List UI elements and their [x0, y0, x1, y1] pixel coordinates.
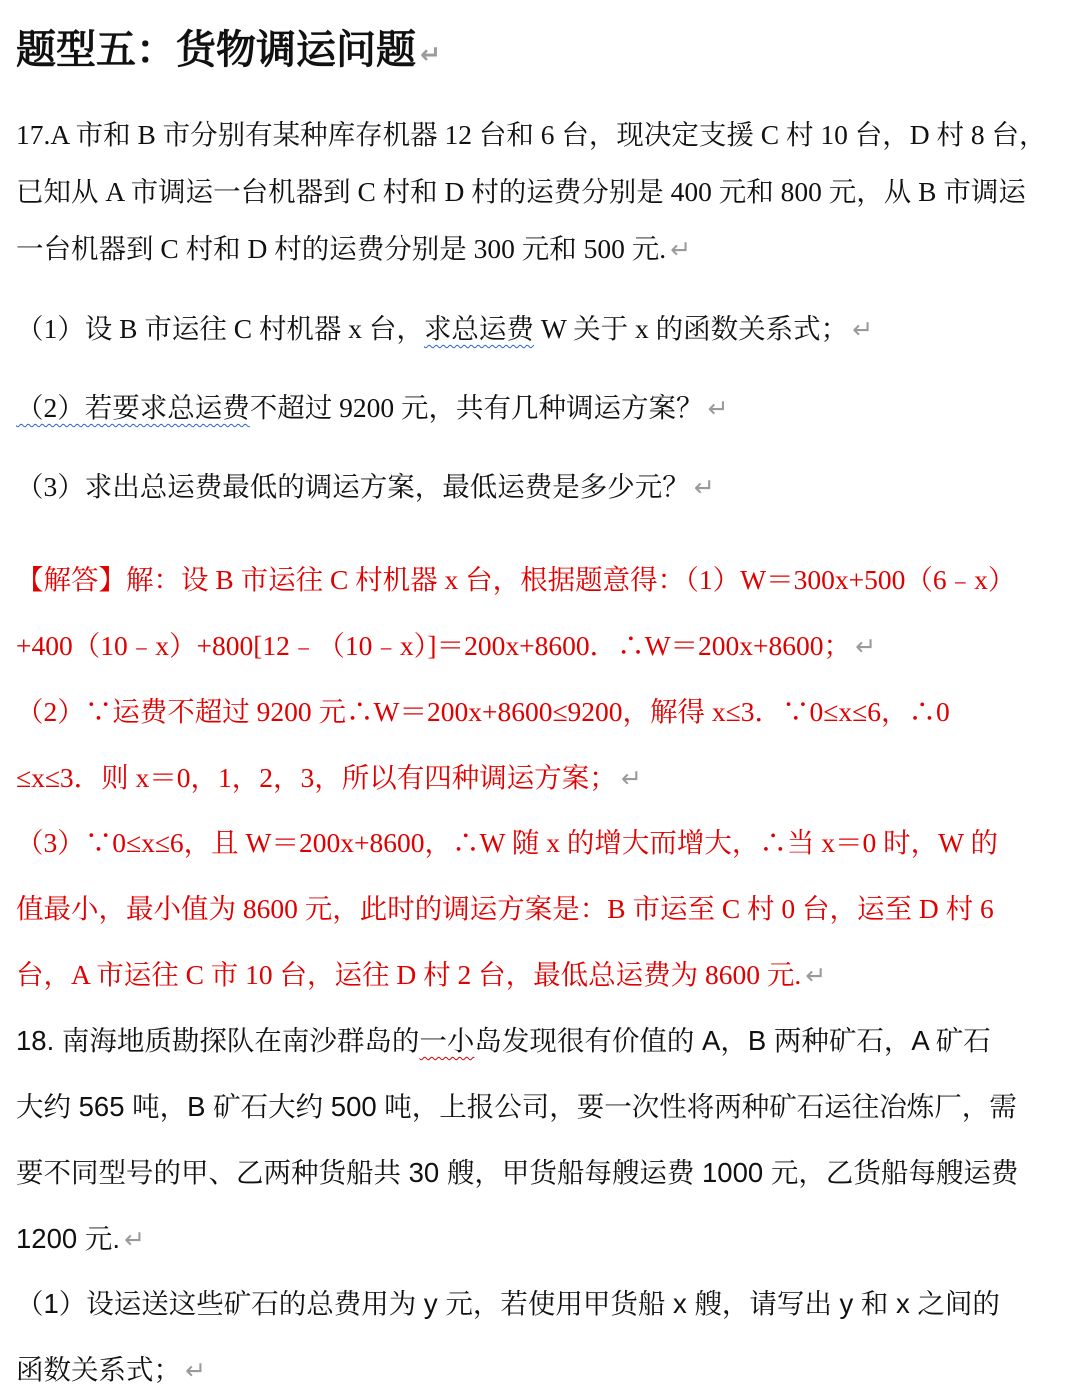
paragraph-mark-icon: ↵	[707, 394, 729, 423]
answer-line-1: 【解答】解：设 B 市运往 C 村机器 x 台，根据题意得：（1）W＝300x+500（6﹣x）	[16, 564, 1016, 595]
spell-underline: 一小	[419, 1025, 475, 1056]
q17-part-2: （2）若要求总运费不超过 9200 元，共有几种调运方案？ ↵	[16, 392, 729, 423]
q18-line-2: 大约 565 吨，B 矿石大约 500 吨，上报公司，要一次性将两种矿石运往冶炼厂，需	[16, 1091, 1017, 1122]
answer-line-7: 台，A 市运往 C 市 10 台，运往 D 村 2 台，最低总运费为 8600 元. ↵	[16, 959, 827, 990]
q17-line-3: 一台机器到 C 村和 D 村的运费分别是 300 元和 500 元. ↵	[16, 233, 692, 264]
answer-line-2: +400（10﹣x）+800[12﹣（10﹣x）]＝200x+8600．∴W＝200x+8600； ↵	[16, 630, 877, 661]
paragraph-mark-icon: ↵	[855, 632, 877, 661]
paragraph-mark-icon: ↵	[805, 961, 827, 990]
q18-line-4: 1200 元. ↵	[16, 1223, 145, 1254]
paragraph-mark-icon: ↵	[185, 1356, 206, 1385]
q18-part-1-line-1: （1）设运送这些矿石的总费用为 y 元，若使用甲货船 x 艘，请写出 y 和 x 之间的	[16, 1288, 1000, 1319]
q17-part-3: （3）求出总运费最低的调运方案，最低运费是多少元？ ↵	[16, 471, 715, 502]
q17-line-2: 已知从 A 市调运一台机器到 C 村和 D 村的运费分别是 400 元和 800 元，从 B 市调运	[16, 176, 1026, 207]
answer-line-6: 值最小，最小值为 8600 元，此时的调运方案是：B 市运至 C 村 0 台，运至 D 村 6	[16, 893, 994, 924]
spell-underline: （2）若要求总运费	[16, 392, 250, 423]
answer-line-5: （3）∵0≤x≤6，且 W＝200x+8600，∴W 随 x 的增大而增大，∴当 x＝0 时，W 的	[16, 827, 998, 858]
q18-line-3: 要不同型号的甲、乙两种货船共 30 艘，甲货船每艘运费 1000 元，乙货船每艘运费	[16, 1157, 1019, 1188]
title-text: 题型五：货物调运问题	[16, 26, 416, 73]
paragraph-mark-icon: ↵	[852, 315, 874, 344]
paragraph-mark-icon: ↵	[420, 40, 441, 69]
q17-part-1: （1）设 B 市运往 C 村机器 x 台，求总运费 W 关于 x 的函数关系式； ↵	[16, 313, 874, 344]
paragraph-mark-icon: ↵	[620, 764, 642, 793]
section-title	[16, 18, 441, 75]
paragraph-mark-icon: ↵	[670, 235, 692, 264]
answer-line-3: （2）∵运费不超过 9200 元∴W＝200x+8600≤9200，解得 x≤3．∵0≤x≤6，∴0	[16, 696, 950, 727]
q18-line-1: 18. 南海地质勘探队在南沙群岛的一小岛发现很有价值的 A，B 两种矿石，A 矿石	[16, 1025, 991, 1056]
paragraph-mark-icon: ↵	[693, 473, 715, 502]
q17-line-1: 17.A 市和 B 市分别有某种库存机器 12 台和 6 台，现决定支援 C 村 10 台，D 村 8 台，	[16, 119, 1047, 150]
spell-underline: 求总运费	[423, 313, 534, 344]
paragraph-mark-icon: ↵	[123, 1225, 145, 1254]
q18-part-1-line-2: 函数关系式； ↵	[16, 1354, 206, 1385]
answer-line-4: ≤x≤3．则 x＝0，1，2，3，所以有四种调运方案； ↵	[16, 762, 642, 793]
